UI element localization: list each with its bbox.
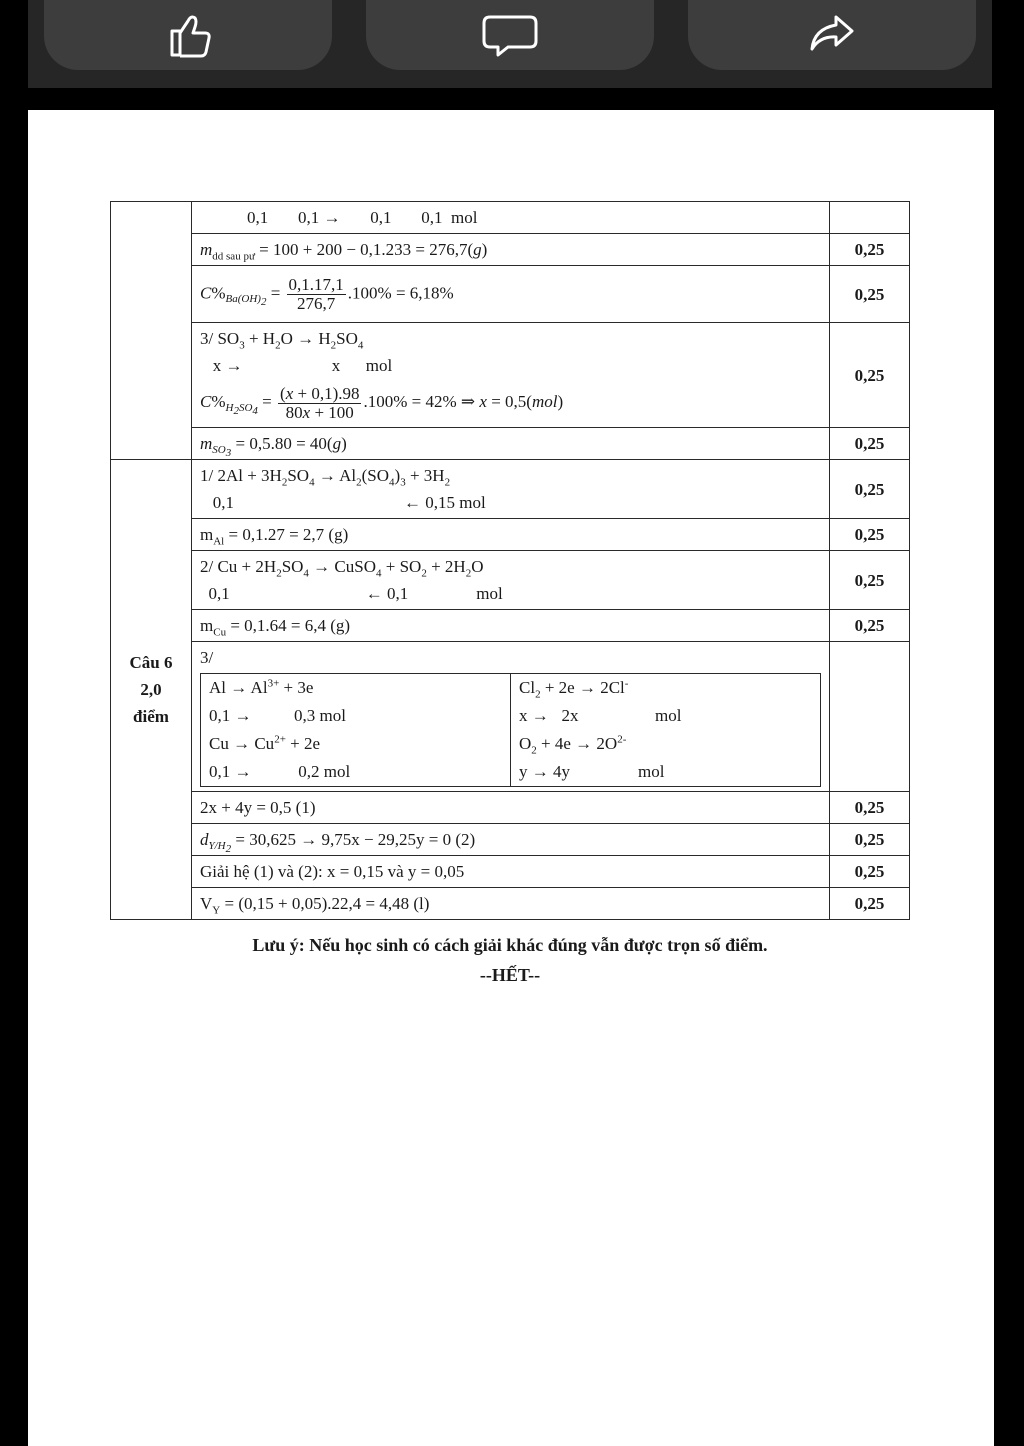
table-row bbox=[111, 610, 910, 642]
table-row bbox=[111, 202, 910, 234]
work-cell: $m_{Al} = 0,1.27 = 2,7$ (g) bbox=[192, 519, 830, 551]
table-row bbox=[111, 824, 910, 856]
work-cell: 2/ $Cu + 2H_2SO_4$ → CuSO$_4$ + $SO_2 + 2H_2O$ 0,1 ← 0,1 mol bbox=[192, 551, 830, 610]
work-cell: Giải hệ (1) và (2): x = 0,15 và y = 0,05 bbox=[192, 856, 830, 888]
question-cell-empty bbox=[111, 202, 192, 460]
work-cell: $d_{Y/H_2} = 30,625 \to 9,75x - 29,25y = 0$ (2) bbox=[192, 824, 830, 856]
score-cell: 0,25 bbox=[830, 234, 910, 266]
score-cell: 0,25 bbox=[830, 460, 910, 519]
work-cell: $m_{SO_3} = 0,5.80 = 40(g)$ bbox=[192, 428, 830, 460]
table-row bbox=[111, 792, 910, 824]
table-row bbox=[111, 323, 910, 428]
comment-button[interactable] bbox=[366, 0, 654, 70]
electron-table bbox=[200, 673, 821, 787]
table-row bbox=[111, 888, 910, 920]
table-row bbox=[111, 551, 910, 610]
score-cell: 0,25 bbox=[830, 323, 910, 428]
work-cell: 1/ $2Al + 3H_2SO_4 \to Al_2(SO_4)_3 + 3H_2$ 0,1 ← 0,15 mol bbox=[192, 460, 830, 519]
work-cell: 0,1 0,1 → 0,1 0,1 mol bbox=[192, 202, 830, 234]
table-row bbox=[111, 234, 910, 266]
score-cell: 0,25 bbox=[830, 551, 910, 610]
work-cell: 2x + 4y = 0,5 (1) bbox=[192, 792, 830, 824]
table-row bbox=[111, 460, 910, 519]
table-row bbox=[111, 428, 910, 460]
like-button[interactable] bbox=[44, 0, 332, 70]
score-cell: 0,25 bbox=[830, 888, 910, 920]
comment-icon bbox=[480, 9, 540, 61]
score-cell bbox=[830, 642, 910, 792]
share-button[interactable] bbox=[688, 0, 976, 70]
table-row bbox=[111, 856, 910, 888]
question-points: 2,0 bbox=[140, 680, 162, 699]
part-label: 3/ bbox=[200, 648, 214, 667]
action-bar bbox=[0, 0, 1024, 110]
footnote bbox=[110, 930, 910, 990]
score-cell: 0,25 bbox=[830, 428, 910, 460]
thumbs-up-icon bbox=[158, 9, 218, 61]
oxidation-cell: $Al \to Al^{3+} + 3e$ 0,1 → 0,3 mol $Cu \to Cu^{2+} + 2e$ 0,1 → 0,2 mol bbox=[201, 674, 511, 787]
table-row bbox=[111, 642, 910, 792]
work-cell: $m_{Cu} = 0,1.64 = 6,4$ (g) bbox=[192, 610, 830, 642]
work-cell: $C\%_{Ba(OH)_2}$ = $\frac{0,1.17,1}{276,7}$ .100% = 6,18% bbox=[192, 266, 830, 323]
question-cell bbox=[111, 460, 192, 920]
work-cell: 3/ $SO_3 + H_2O \to H_2SO_4$ x → x mol $C\%_{H_2SO_4}$ = $\frac{(x + 0,1).98}{80x + 100}$ .100% = 42% ⇒ x = 0,5(mol) bbox=[192, 323, 830, 428]
score-cell: 0,25 bbox=[830, 792, 910, 824]
question-unit: điểm bbox=[133, 707, 169, 726]
score-cell: 0,25 bbox=[830, 266, 910, 323]
table-row bbox=[111, 266, 910, 323]
question-label: Câu 6 bbox=[129, 653, 173, 672]
share-icon bbox=[802, 9, 862, 61]
end-marker: --HẾT-- bbox=[479, 965, 541, 985]
answer-table bbox=[110, 201, 910, 920]
score-cell: 0,25 bbox=[830, 824, 910, 856]
score-cell bbox=[830, 202, 910, 234]
work-cell: $V_Y = (0,15 + 0,05).22,4 = 4,48$ (l) bbox=[192, 888, 830, 920]
score-cell: 0,25 bbox=[830, 610, 910, 642]
work-cell bbox=[192, 642, 830, 792]
table-row bbox=[111, 519, 910, 551]
work-cell: $m_{dd sau pư} = 100 + 200 - 0,1.233 = 276,7(g)$ bbox=[192, 234, 830, 266]
reduction-cell: $Cl_2 + 2e \to 2Cl^-$ x → 2x mol $O_2 + 4e \to 2O^{2-}$ y → 4y mol bbox=[511, 674, 821, 787]
note-text: Lưu ý: Nếu học sinh có cách giải khác đúng vẫn được trọn số điểm. bbox=[252, 935, 768, 955]
score-cell: 0,25 bbox=[830, 519, 910, 551]
score-cell: 0,25 bbox=[830, 856, 910, 888]
